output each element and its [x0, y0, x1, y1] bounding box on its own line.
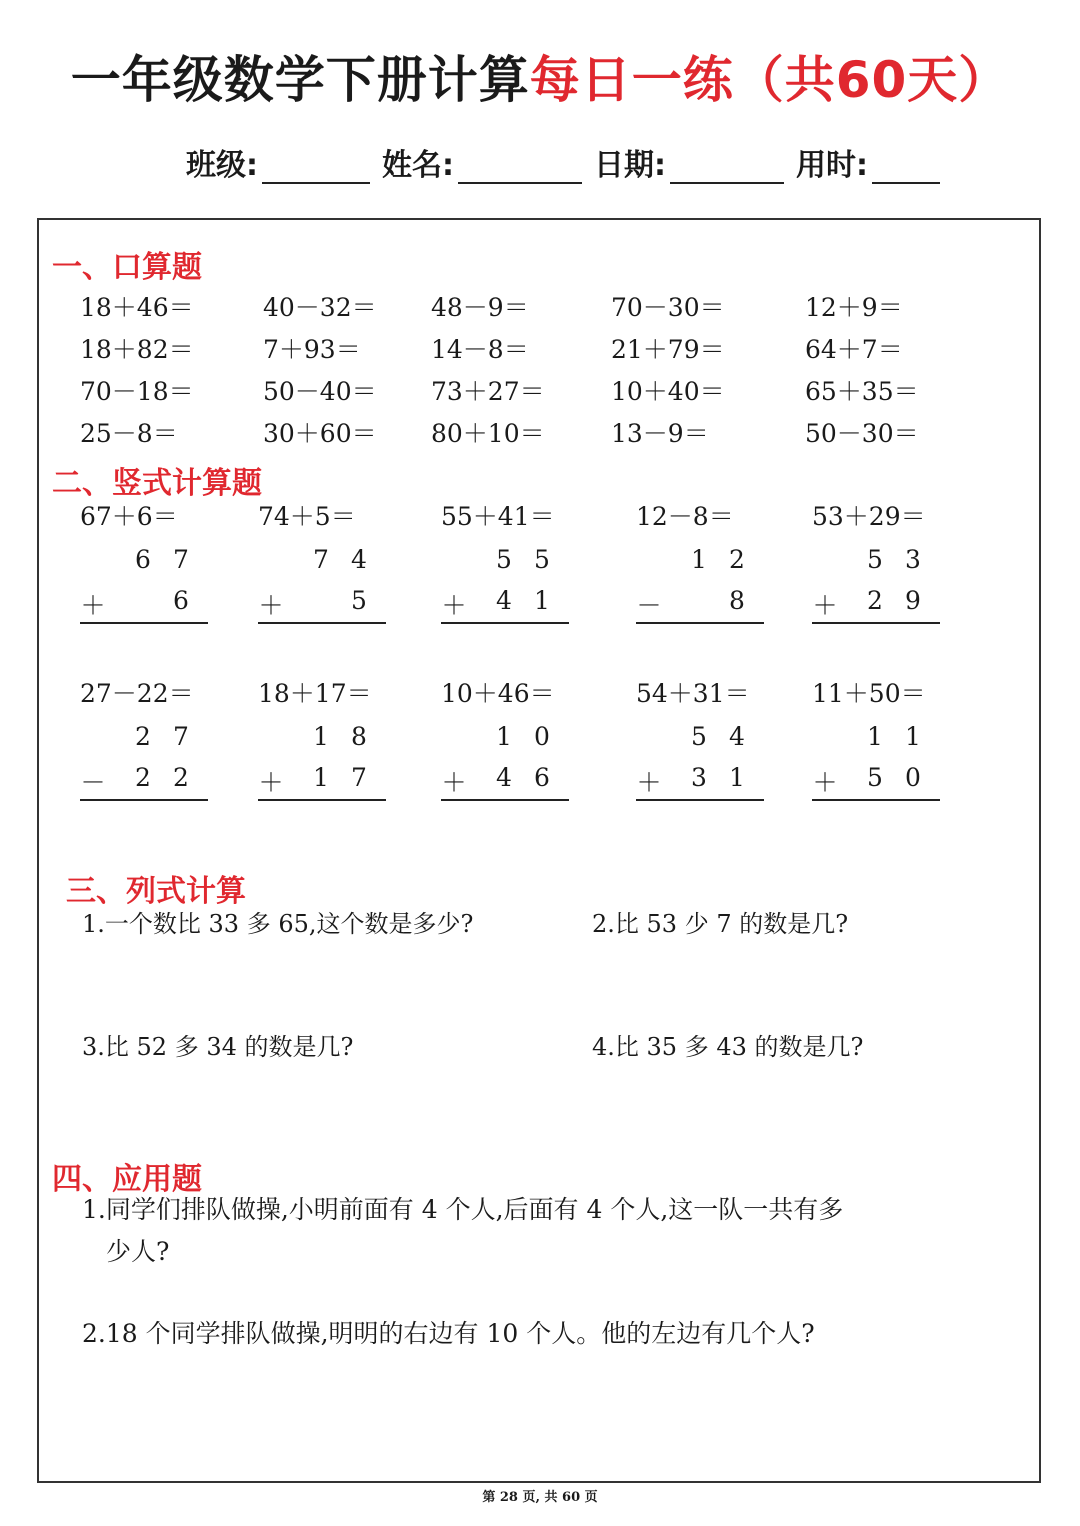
top-ones-digit: 4 [729, 722, 745, 751]
bottom-ones-digit: 2 [173, 763, 189, 792]
top-ones-digit: 7 [173, 722, 189, 751]
oral-problem: 65＋35＝ [805, 377, 919, 406]
bottom-ones-digit: 1 [729, 763, 745, 792]
name-blank[interactable] [458, 152, 582, 184]
bottom-tens-digit: 2 [867, 586, 883, 615]
answer-line [258, 622, 386, 624]
top-tens-digit: 6 [135, 545, 151, 574]
answer-line [636, 799, 764, 801]
vertical-expression: 18＋17＝ [258, 679, 372, 708]
vertical-expression: 67＋6＝ [80, 502, 178, 531]
bottom-tens-digit: 2 [135, 763, 151, 792]
page-title [0, 40, 1080, 112]
vertical-expression: 74＋5＝ [258, 502, 356, 531]
answer-line [812, 799, 940, 801]
top-ones-digit: 0 [534, 722, 550, 751]
oral-problem: 64＋7＝ [805, 335, 903, 364]
applied-question-2: 2.18 个同学排队做操,明明的右边有 10 个人。他的左边有几个人? [82, 1319, 815, 1348]
top-tens-digit: 1 [691, 545, 707, 574]
vertical-expression: 54＋31＝ [636, 679, 750, 708]
time-blank[interactable] [872, 152, 940, 184]
oral-problem: 21＋79＝ [611, 335, 725, 364]
section-written-heading: 三、列式计算 [66, 874, 246, 909]
class-blank[interactable] [262, 152, 370, 184]
section-applied-heading: 四、应用题 [52, 1162, 202, 1197]
top-tens-digit: 2 [135, 722, 151, 751]
time-field [796, 140, 940, 184]
oral-problem: 18＋82＝ [80, 335, 194, 364]
bottom-tens-digit: 4 [496, 763, 512, 792]
operator-sign: ＋ [441, 768, 467, 797]
time-label: 用时: [796, 148, 868, 183]
bottom-ones-digit: 0 [905, 763, 921, 792]
bottom-tens-digit: 1 [313, 763, 329, 792]
oral-problem: 70－18＝ [80, 377, 194, 406]
bottom-ones-digit: 1 [534, 586, 550, 615]
date-blank[interactable] [670, 152, 784, 184]
oral-problem: 14－8＝ [431, 335, 529, 364]
operator-sign: － [636, 591, 662, 620]
name-field [382, 140, 582, 184]
top-ones-digit: 5 [534, 545, 550, 574]
bottom-tens-digit: 3 [691, 763, 707, 792]
oral-problem: 50－30＝ [805, 419, 919, 448]
operator-sign: ＋ [812, 768, 838, 797]
student-info-row [186, 140, 948, 184]
top-tens-digit: 7 [313, 545, 329, 574]
top-tens-digit: 5 [496, 545, 512, 574]
operator-sign: ＋ [812, 591, 838, 620]
bottom-tens-digit: 5 [867, 763, 883, 792]
top-tens-digit: 1 [867, 722, 883, 751]
oral-problem: 7＋93＝ [263, 335, 361, 364]
vertical-expression: 55＋41＝ [441, 502, 555, 531]
class-label: 班级: [186, 148, 258, 183]
oral-problem: 40－32＝ [263, 293, 377, 322]
title-black: 一年级数学下册计算 [70, 51, 530, 109]
oral-problem: 25－8＝ [80, 419, 178, 448]
answer-line [636, 622, 764, 624]
section-vertical-heading: 二、竖式计算题 [52, 466, 262, 501]
top-ones-digit: 2 [729, 545, 745, 574]
top-ones-digit: 7 [173, 545, 189, 574]
vertical-expression: 10＋46＝ [441, 679, 555, 708]
oral-problem: 50－40＝ [263, 377, 377, 406]
vertical-expression: 53＋29＝ [812, 502, 926, 531]
answer-line [80, 799, 208, 801]
applied-question-1-line1: 1.同学们排队做操,小明前面有 4 个人,后面有 4 个人,这一队一共有多 [82, 1195, 844, 1224]
operator-sign: － [80, 768, 106, 797]
oral-problem: 18＋46＝ [80, 293, 194, 322]
written-question-3: 3.比 52 多 34 的数是几? [82, 1033, 354, 1061]
title-red: 每日一练（共60天） [529, 51, 1010, 109]
operator-sign: ＋ [80, 591, 106, 620]
answer-line [441, 622, 569, 624]
written-question-4: 4.比 35 多 43 的数是几? [592, 1033, 864, 1061]
operator-sign: ＋ [636, 768, 662, 797]
oral-problem: 48－9＝ [431, 293, 529, 322]
answer-line [258, 799, 386, 801]
oral-problem: 73＋27＝ [431, 377, 545, 406]
name-label: 姓名: [382, 148, 454, 183]
top-tens-digit: 5 [691, 722, 707, 751]
top-ones-digit: 3 [905, 545, 921, 574]
answer-line [80, 622, 208, 624]
oral-problem: 10＋40＝ [611, 377, 725, 406]
operator-sign: ＋ [441, 591, 467, 620]
answer-line [812, 622, 940, 624]
operator-sign: ＋ [258, 768, 284, 797]
bottom-tens-digit: 4 [496, 586, 512, 615]
operator-sign: ＋ [258, 591, 284, 620]
bottom-ones-digit: 7 [351, 763, 367, 792]
bottom-ones-digit: 8 [729, 586, 745, 615]
answer-line [441, 799, 569, 801]
section-oral-heading: 一、口算题 [52, 250, 202, 285]
oral-problem: 80＋10＝ [431, 419, 545, 448]
vertical-expression: 27－22＝ [80, 679, 194, 708]
date-field [594, 140, 784, 184]
date-label: 日期: [594, 148, 666, 183]
vertical-expression: 11＋50＝ [812, 679, 926, 708]
top-ones-digit: 1 [905, 722, 921, 751]
oral-problem: 70－30＝ [611, 293, 725, 322]
top-tens-digit: 5 [867, 545, 883, 574]
top-ones-digit: 4 [351, 545, 367, 574]
bottom-ones-digit: 5 [351, 586, 367, 615]
class-field [186, 140, 370, 184]
oral-problem: 30＋60＝ [263, 419, 377, 448]
oral-problem: 13－9＝ [611, 419, 709, 448]
written-question-1: 1.一个数比 33 多 65,这个数是多少? [82, 910, 474, 938]
vertical-expression: 12－8＝ [636, 502, 734, 531]
written-question-2: 2.比 53 少 7 的数是几? [592, 910, 849, 938]
bottom-ones-digit: 6 [534, 763, 550, 792]
bottom-ones-digit: 9 [905, 586, 921, 615]
applied-question-1-line2: 少人? [106, 1237, 170, 1266]
top-tens-digit: 1 [496, 722, 512, 751]
bottom-ones-digit: 6 [173, 586, 189, 615]
page-footer: 第 28 页, 共 60 页 [482, 1490, 598, 1505]
top-tens-digit: 1 [313, 722, 329, 751]
oral-problem: 12＋9＝ [805, 293, 903, 322]
top-ones-digit: 8 [351, 722, 367, 751]
